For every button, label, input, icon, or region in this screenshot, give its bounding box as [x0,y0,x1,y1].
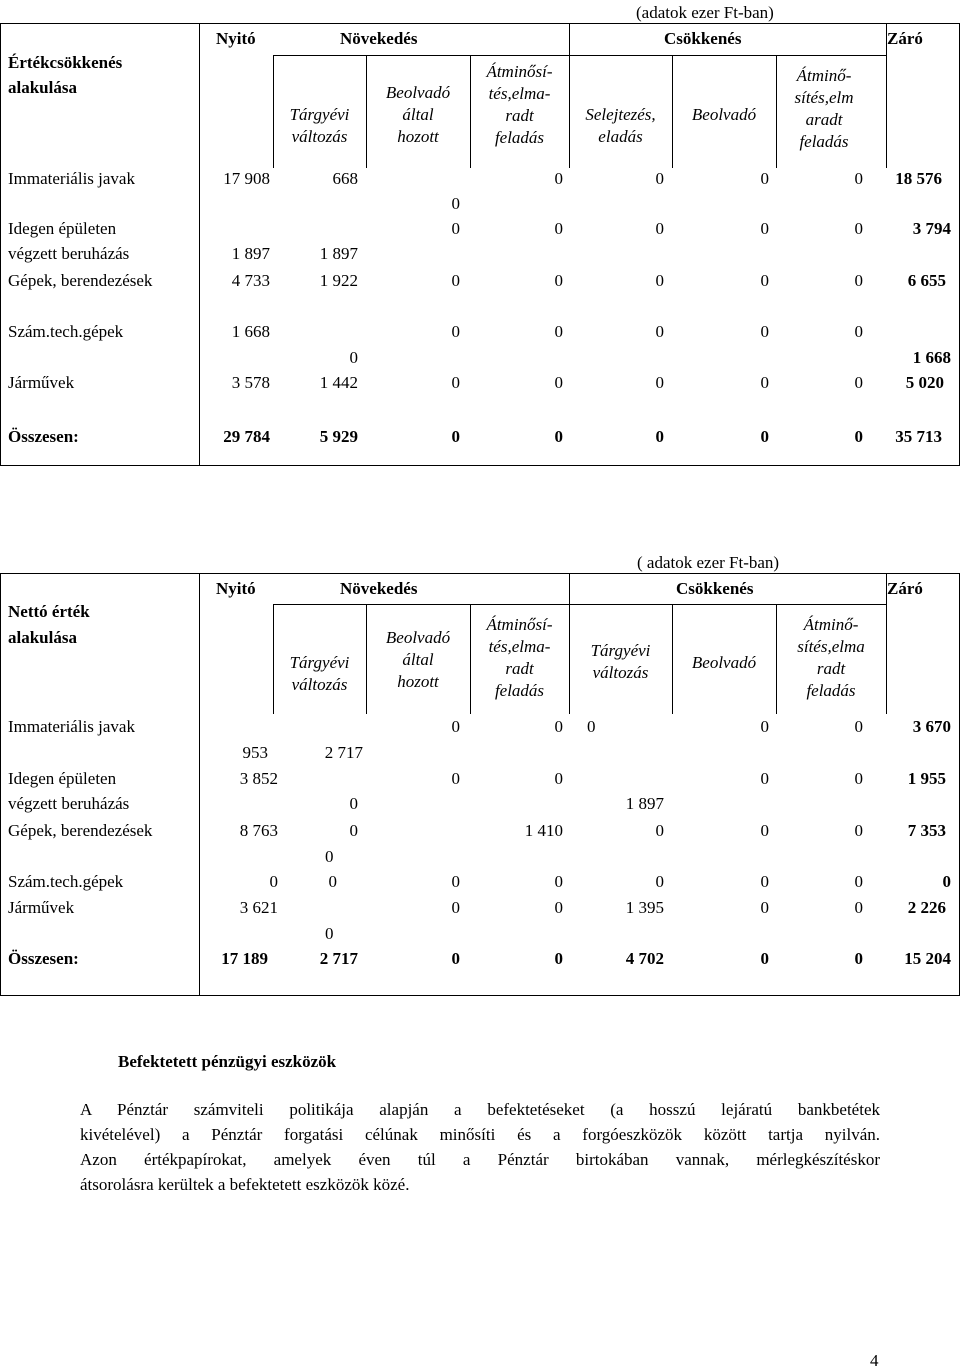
row-label: Összesen: [8,427,79,446]
cell-targyevi: 0 [349,821,358,840]
section-paragraph [80,1097,880,1197]
cell-targyevi: 1 897 [319,244,358,263]
header-csokkenes: Csökkenés [676,579,754,598]
cell-atmin-inc: 0 [554,898,563,917]
cell-atmin-inc: 0 [554,717,563,736]
header-targyevi-dec: Tárgyévi változás [590,641,651,682]
cell-nyito: 0 [269,872,278,891]
paragraph-line: Azon értékpapírokat, amelyek éven túl a Pénztár birtokában vannak, mérlegkészítéskor [80,1150,880,1169]
cell-selejtezes: 0 [655,427,664,446]
cell-zaro: 1 955 [907,769,946,788]
cell-atmin-dec: 0 [854,717,863,736]
cell-beolvado-altal: 0 [451,373,460,392]
cell-nyito: 3 578 [231,373,270,392]
cell-nyito: 17 908 [223,169,270,188]
row-label: Összesen: [8,949,79,968]
cell-targyevi-dec: 0 [587,717,596,736]
header-novekedes: Növekedés [340,579,418,598]
cell-nyito: 29 784 [223,427,270,446]
cell-targyevi-dec: 4 702 [625,949,664,968]
cell-zaro: 7 353 [907,821,946,840]
row-label: Járművek [8,898,75,917]
cell-atmin-dec: 0 [854,949,863,968]
cell-targyevi: 0 [328,872,337,891]
cell-atmin-inc: 0 [554,872,563,891]
cell-selejtezes: 0 [655,219,664,238]
row-label: Immateriális javak [8,717,135,736]
cell-atmin-dec: 0 [854,169,863,188]
cell-beolvado: 0 [760,949,769,968]
cell-zaro: 5 020 [905,373,944,392]
cell-targyevi: 0 [325,924,334,943]
cell-beolvado-altal: 0 [451,194,460,213]
header-atminosites-dec: Átminő- sítés,elm aradt feladás [794,66,854,151]
header-zaro: Záró [887,29,923,48]
cell-atmin-inc: 0 [554,169,563,188]
paragraph-line: kivételével) a Pénztár forgatási célúnak minősíti és a forgóeszközök között tartja nyilván. [80,1125,880,1144]
cell-atmin-dec: 0 [854,322,863,341]
unit-note: (adatok ezer Ft-ban) [636,3,774,22]
cell-beolvado-altal: 0 [451,872,460,891]
header-zaro: Záró [887,579,923,598]
cell-nyito: 3 621 [239,898,278,917]
cell-targyevi-dec: 0 [655,872,664,891]
table-title-line2: alakulása [8,628,77,647]
cell-nyito: 8 763 [239,821,278,840]
cell-atmin-dec: 0 [854,427,863,446]
cell-beolvado: 0 [760,821,769,840]
row-label-line2: végzett beruházás [8,794,130,813]
table-title: Nettó érték [8,602,90,621]
cell-targyevi-dec: 1 395 [625,898,664,917]
row-label: Járművek [8,373,75,392]
cell-selejtezes: 0 [655,373,664,392]
cell-beolvado-altal: 0 [451,271,460,290]
cell-atmin-dec: 0 [854,872,863,891]
cell-beolvado: 0 [760,717,769,736]
cell-atmin-dec: 0 [854,769,863,788]
header-targyevi: Tárgyévi változás [289,653,350,694]
cell-atmin-inc: 0 [554,427,563,446]
cell-zaro: 18 576 [895,169,942,188]
cell-nyito: 1 897 [231,244,270,263]
cell-nyito: 4 733 [231,271,270,290]
cell-targyevi: 2 717 [319,949,358,968]
header-novekedes: Növekedés [340,29,418,48]
header-csokkenes: Csökkenés [664,29,742,48]
cell-atmin-inc: 0 [554,769,563,788]
cell-beolvado: 0 [760,322,769,341]
header-beolvado-altal: Beolvadó által hozott [385,83,451,146]
unit-note: ( adatok ezer Ft-ban) [637,553,780,572]
cell-targyevi: 2 717 [324,743,363,762]
section-heading: Befektetett pénzügyi eszközök [118,1052,337,1071]
cell-beolvado: 0 [760,769,769,788]
cell-beolvado-altal: 0 [451,427,460,446]
cell-beolvado: 0 [760,271,769,290]
cell-atmin-inc: 0 [554,322,563,341]
cell-targyevi-dec: 1 897 [625,794,664,813]
cell-beolvado-altal: 0 [451,717,460,736]
cell-zaro: 3 670 [912,717,951,736]
cell-targyevi-dec: 0 [655,821,664,840]
cell-atmin-dec: 0 [854,373,863,392]
header-selejtezes: Selejtezés, eladás [585,105,656,146]
cell-nyito: 3 852 [239,769,278,788]
cell-targyevi: 0 [349,794,358,813]
cell-zaro: 15 204 [904,949,951,968]
cell-atmin-inc: 0 [554,271,563,290]
cell-selejtezes: 0 [655,271,664,290]
cell-zaro: 3 794 [912,219,951,238]
paragraph-line: A Pénztár számviteli politikája alapján a befektetéseket (a hosszú lejáratú bankbetétek [80,1100,880,1119]
cell-beolvado: 0 [760,872,769,891]
row-label: Gépek, berendezések [8,821,153,840]
cell-beolvado-altal: 0 [451,769,460,788]
table-title: Értékcsökkenés [8,53,123,72]
cell-atmin-inc: 0 [554,373,563,392]
cell-targyevi: 5 929 [319,427,358,446]
row-label-line2: végzett beruházás [8,244,130,263]
header-beolvado: Beolvadó [691,653,757,672]
cell-zaro: 35 713 [895,427,942,446]
cell-zaro: 1 668 [912,348,951,367]
cell-beolvado-altal: 0 [451,219,460,238]
cell-atmin-dec: 0 [854,821,863,840]
header-nyito: Nyitó [216,29,256,48]
row-label: Gépek, berendezések [8,271,153,290]
cell-nyito: 17 189 [221,949,268,968]
table-title-line2: alakulása [8,78,77,97]
row-label: Szám.tech.gépek [8,322,124,341]
cell-atmin-inc: 0 [554,219,563,238]
cell-zaro: 0 [942,872,951,891]
cell-atmin-inc: 0 [554,949,563,968]
cell-beolvado-altal: 0 [325,847,334,866]
cell-atmin-inc: 1 410 [524,821,563,840]
cell-beolvado: 0 [760,427,769,446]
cell-targyevi: 1 442 [319,373,358,392]
cell-beolvado: 0 [760,219,769,238]
cell-atmin-dec: 0 [854,219,863,238]
cell-beolvado-altal: 0 [451,949,460,968]
header-atminosites-inc: Átminősí- tés,elma- radt feladás [486,615,553,700]
header-targyevi: Tárgyévi változás [289,105,350,146]
row-label: Idegen épületen [8,219,117,238]
cell-beolvado-altal: 0 [451,322,460,341]
cell-beolvado-altal: 0 [451,898,460,917]
header-atminosites-dec: Átminő- sítés,elma radt feladás [797,615,865,700]
header-atminosites-inc: Átminősí- tés,elma- radt feladás [486,62,553,147]
cell-beolvado: 0 [760,373,769,392]
cell-targyevi: 0 [349,348,358,367]
cell-nyito: 953 [242,743,268,762]
cell-nyito: 1 668 [231,322,270,341]
row-label: Immateriális javak [8,169,135,188]
cell-beolvado: 0 [760,898,769,917]
cell-atmin-dec: 0 [854,898,863,917]
page-number: 4 [870,1351,879,1370]
cell-selejtezes: 0 [655,322,664,341]
paragraph-line: átsorolásra kerültek a befektetett eszközök közé. [80,1175,410,1194]
cell-beolvado: 0 [760,169,769,188]
cell-selejtezes: 0 [655,169,664,188]
header-beolvado: Beolvadó [691,105,757,124]
cell-zaro: 2 226 [907,898,946,917]
cell-zaro: 6 655 [907,271,946,290]
cell-targyevi: 668 [332,169,358,188]
header-nyito: Nyitó [216,579,256,598]
row-label: Idegen épületen [8,769,117,788]
cell-atmin-dec: 0 [854,271,863,290]
cell-targyevi: 1 922 [319,271,358,290]
header-beolvado-altal: Beolvadó által hozott [385,628,451,691]
row-label: Szám.tech.gépek [8,872,124,891]
